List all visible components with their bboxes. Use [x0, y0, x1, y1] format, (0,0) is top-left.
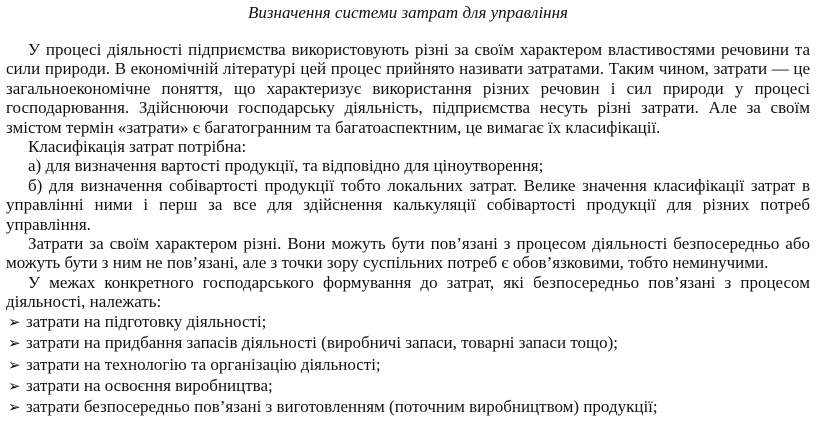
- classification-item-b: б) для визначення собівартості продукції тобто локальних затрат. Велике значення класифікації затрат в управлінні ними і перш за все для здійснення калькуляції собівартості продукції для різних потреб управління.: [6, 175, 810, 234]
- list-item: [6, 355, 810, 376]
- arrowhead-bullet-icon: ➢: [8, 378, 21, 395]
- list-item: [6, 397, 810, 418]
- arrowhead-bullet-icon: ➢: [8, 314, 21, 331]
- list-item: [6, 312, 810, 333]
- arrowhead-bullet-icon: ➢: [8, 357, 21, 374]
- costs-bullet-list: [6, 312, 810, 419]
- arrowhead-bullet-icon: ➢: [8, 336, 21, 353]
- list-item-text: затрати на підготовку діяльності;: [26, 311, 267, 331]
- page-title: Визначення системи затрат для управління: [248, 3, 568, 22]
- list-item-text: затрати на освоєння виробництва;: [26, 375, 273, 395]
- costs-nature-paragraph: Затрати за своїм характером різні. Вони можуть бути пов’язані з процесом діяльності безпосередньо або можуть бути з ним не пов’язані, але з точки зору суспільних потреб є обов’язковими, тобто неминучими.: [6, 234, 810, 273]
- list-item-text: затрати на технологію та організацію діяльності;: [26, 354, 381, 374]
- costs-list-lead: У межах конкретного господарського формування до затрат, які безпосередньо пов’язані з процесом діяльності, належать:: [6, 272, 810, 312]
- list-item-text: затрати на придбання запасів діяльності (виробничі запаси, товарні запаси тощо);: [26, 333, 619, 353]
- arrowhead-bullet-icon: ➢: [8, 400, 21, 417]
- list-item: [6, 376, 810, 397]
- classification-item-a: а) для визначення вартості продукції, та відповідно для ціноутворення;: [28, 156, 544, 176]
- list-item: [6, 333, 810, 354]
- list-item-text: затрати безпосередньо пов’язані з виготовленням (поточним виробництвом) продукції;: [26, 397, 658, 417]
- intro-paragraph: У процесі діяльності підприємства використовують різні за своїм характером властивостями речовини та сили природи. В економічній літературі цей процес прийнято називати затратами. Таким чином, затрати — це загальноекономічне поняття, що характеризує використання різних речовин і сил природи у процесі господарювання. Здійснюючи господарську діяльність, підприємства несуть різні затрати. Але за своїм змістом термін «затрати» є багатогранним та багатоаспектним, це вимагає їх класифікації.: [6, 40, 810, 137]
- classification-lead: Класифікація затрат потрібна:: [28, 137, 247, 157]
- spacer: [6, 23, 810, 40]
